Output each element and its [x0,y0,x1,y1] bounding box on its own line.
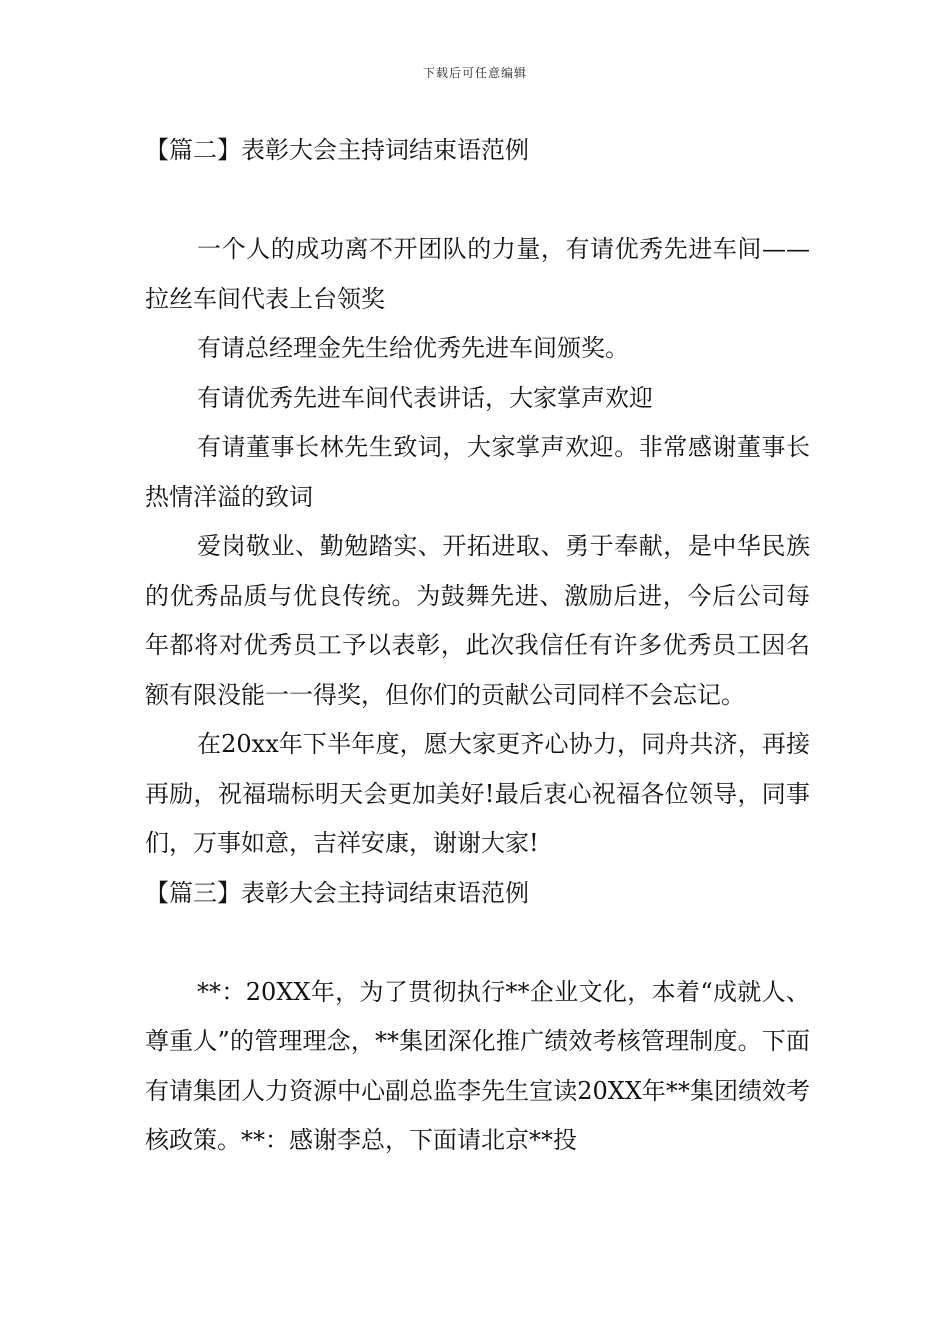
page-header: 下载后可任意编辑 [422,66,527,80]
paragraph: 爱岗敬业、勤勉踏实、开拓进取、勇于奉献，是中华民族的优秀品质与优良传统。为鼓舞先进、激励后进，今后公司每年都将对优秀员工予以表彰，此次我信任有许多优秀员工因名额有限没能一一得奖，但你们的贡献公司同样不会忘记。 [145,532,810,709]
document-body [145,126,810,1166]
paragraph: 有请优秀先进车间代表讲话，大家掌声欢迎 [197,383,653,412]
blank-line [145,176,810,226]
paragraph: **：20XX年，为了贯彻执行**企业文化，本着“成就人、尊重人”的管理理念，**集团深化推广绩效考核管理制度。下面有请集团人力资源中心副总监李先生宣读20XX年**集团绩效考核政策。**：感谢李总，下面请北京**投 [145,977,810,1154]
paragraph: 有请总经理金先生给优秀先进车间颁奖。 [197,334,629,362]
paragraph: 一个人的成功离不开团队的力量，有请优秀先进车间——拉丝车间代表上台领奖 [145,235,810,313]
paragraph: 有请董事长林先生致词，大家掌声欢迎。非常感谢董事长热情洋溢的致词 [145,433,810,511]
paragraph: 在20xx年下半年度，愿大家更齐心协力，同舟共济，再接再励，祝福瑞标明天会更加美好!最后衷心祝福各位领导，同事们，万事如意，吉祥安康，谢谢大家! [145,730,810,857]
blank-line [145,918,810,968]
section-heading-3: 【篇三】表彰大会主持词结束语范例 [145,878,529,907]
section-heading-2: 【篇二】表彰大会主持词结束语范例 [145,136,529,164]
